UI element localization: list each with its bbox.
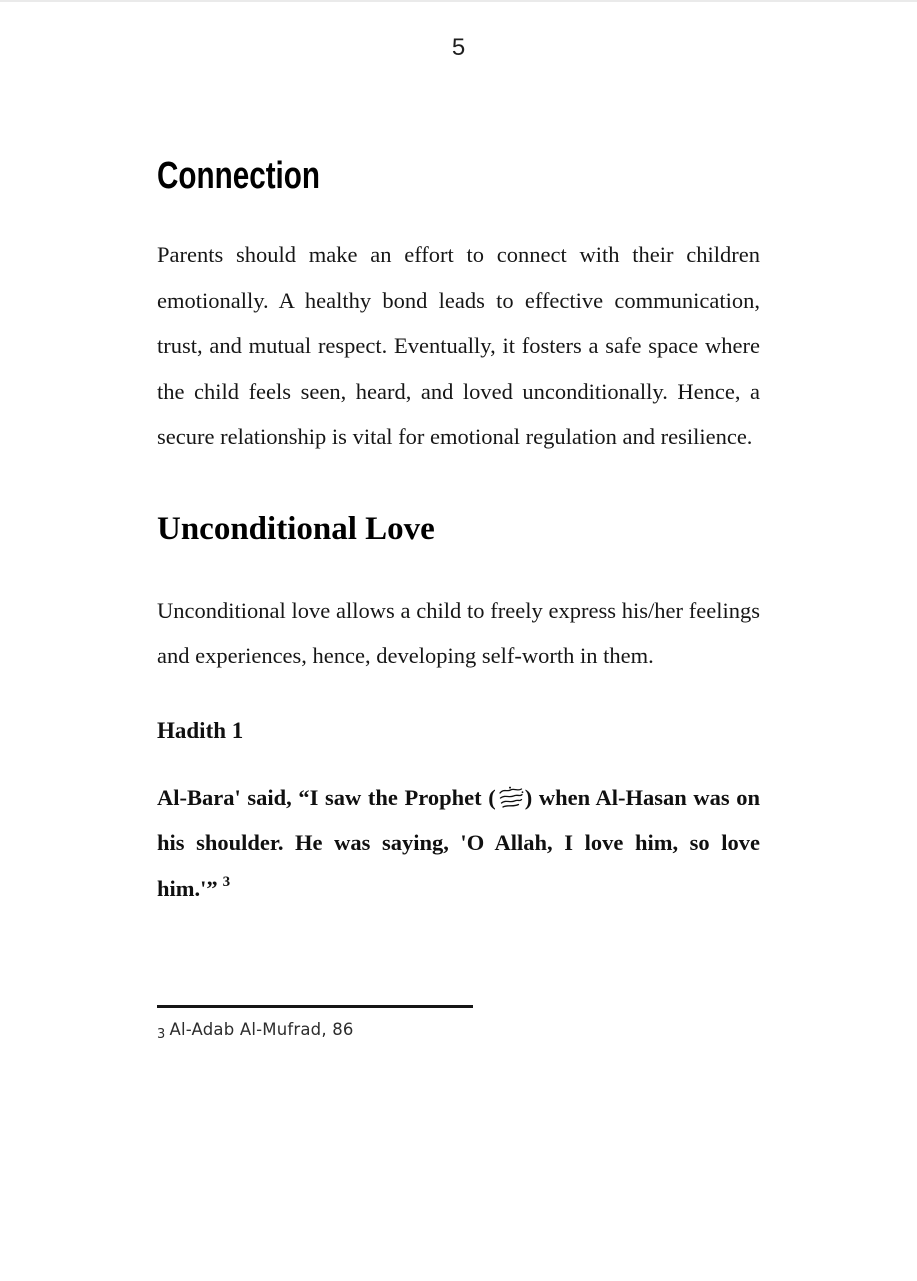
hadith-quote-before-symbol: Al-Bara' said, “I saw the Prophet (	[157, 784, 496, 810]
hadith-1-label: Hadith 1	[157, 717, 244, 743]
connection-paragraph: Parents should make an effort to connect with their children emotionally. A healthy bond leads to effective communication, trust, and mutual respect. Eventually, it fosters a safe space where the child feels seen, heard, and loved unconditionally. Hence, a secure relationship is vital for emotional regulation and resilience.	[157, 242, 760, 449]
footnote	[157, 1019, 760, 1043]
unconditional-love-paragraph: Unconditional love allows a child to freely express his/her feelings and experiences, hence, developing self-worth in them.	[157, 597, 760, 668]
footnote-separator-rule	[157, 1005, 473, 1008]
footnote-text: Al-Adab Al-Mufrad, 86	[169, 1020, 354, 1039]
hadith-footnote-reference: 3	[222, 873, 231, 890]
footnote-marker: 3	[157, 1027, 166, 1042]
page-number: 5	[451, 34, 466, 61]
page-content	[0, 155, 917, 1043]
hadith-1-quote	[157, 775, 760, 912]
hadith-quote-after-symbol: ) when Al-Hasan was on his shoulder. He was saying, 'O Allah, I love him, so love him.'”	[157, 784, 760, 901]
unconditional-love-heading: Unconditional Love	[157, 510, 435, 547]
page-top-edge	[0, 0, 917, 2]
sallallahu-alayhi-wasallam-icon	[497, 779, 524, 802]
connection-heading: Connection	[157, 155, 321, 197]
